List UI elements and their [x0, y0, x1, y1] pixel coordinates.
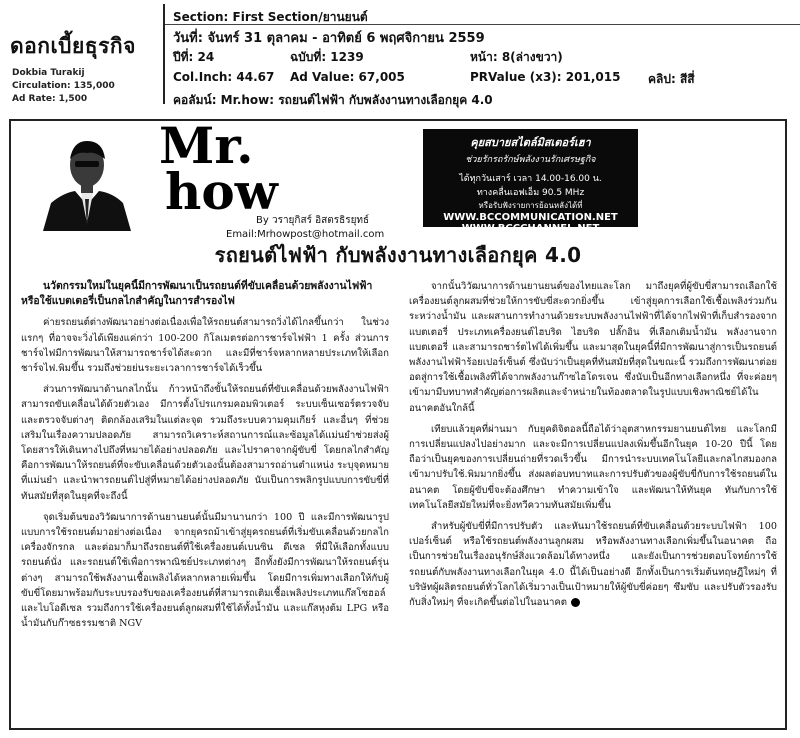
- article-paragraph: สำหรับผู้ขับขี่ที่มีการปรับตัว และหันมาใช้รถยนต์ที่ขับเคลื่อนด้วยระบบไฟฟ้า 100 เปอร์เซ็นต์ หรือใช้รถยนต์พลังงานลูกผสม หรือพลังงานทางเลือกเพิ่มขึ้นในอนาคต ถือเป็นการช่วยในเรื่องอนุรักษ์สิ่งแวดล้อมได้ทางหนึ่ง และยังเป็นการช่วยตอบโจทย์การใช้รถยนต์กับพลังงานทางเลือกในยุค 4.0 นี้ได้เป็นอย่างดี อีกทั้งเป็นการเริ่มต้นทฤษฎีใหม่ๆ ที่บริษัทผู้ผลิตรถยนต์ทั่วโลกได้เริ่มวางเป็นเป้าหมายให้ผู้ขับขี่ค่อยๆ ซึมซับ และปรับตัวรองรับกับสิ่งใหม่ๆ ที่จะเกิดขึ้นต่อไปในอนาคต: [409, 521, 777, 609]
- article-paragraph: เทียบแล้วยุคที่ผ่านมา กับยุคดิจิตอลนี้ถือได้ว่าอุตสาหกรรมยานยนต์ไทย และโลกมีการเปลี่ยนแปลงไปอย่างมาก และจะมีการเปลี่ยนแปลงเพิ่มขึ้นอีกในยุค 10-20 ปีนี้ โดยถือว่าเป็นยุคของการเปลี่ยนถ่ายที่รวดเร็วขึ้น มีการนำระบบเทคโนโลยีและกลไกสมองกลเข้ามาปรับใช้.พิมมากยิ่งขึ้น ส่งผลต่อบทบาทและการปรับตัวของผู้ขับขี่กับการใช้รถยนต์ในอนาคต โดยผู้ขับขี่จะต้องศึกษา ทำความเข้าใจ และพัฒนาให้ทันยุค ทันกับการใช้เทคโนโลยีสมัยใหม่ที่จะยิ่งทวีความทันสมัยเพิ่มขึ้น: [409, 423, 777, 511]
- promo-online: หรือรับฟังรายการย้อนหลังได้ที่: [478, 201, 583, 210]
- column-logo-how: how: [165, 162, 278, 221]
- col-inch-label: Col.Inch: 44.67: [173, 70, 275, 84]
- columnist-photo: [23, 131, 151, 231]
- ad-value-label: Ad Value: 67,005: [290, 70, 405, 84]
- publication-circulation: Circulation: 135,000: [12, 81, 115, 91]
- article-paragraph: จุดเริ่มต้นของวิวัฒนาการด้านยานยนต์นั้นมีมานานกว่า 100 ปี และมีการพัฒนารูปแบบการใช้รถยนต์มาอย่างต่อเนื่อง จากยุครถม้าเข้าสู่ยุครถยนต์ที่เริ่มขับเคลื่อนด้วยกลไกเครื่องจักรกล และต่อมาก็มาถึงรถยนต์ที่ใช้เครื่องยนต์เบนซิน ดีเซล ที่มีให้เลือกทั้งแบบรถยนต์นั่ง และรถยนต์ใช้เพื่อการพาณิชย์ประเภทต่างๆ อีกทั้งยังมีการพัฒนาให้รถยนต์รุ่นต่างๆ สามารถใช้พลังงานเชื้อเพลิงได้หลากหลายเพิ่มขึ้น โดยมีการเพิ่มทางเลือกให้กับผู้ขับขี่โดยมาพร้อมกับระบบรองรับของเครื่องยนต์ที่สามารถเติมเชื้อเพลิงประเภทแก๊สโซฮอล์ และไบโอดีเซล รวมถึงการใช้เครื่องยนต์ลูกผสมที่ใช้ได้ทั้งน้ำมัน และแก๊สหุงต้ม LPG หรือน้ำมันกับก๊าซธรรมชาติ NGV: [21, 511, 389, 630]
- promo-url-1: WWW.BCCOMMUNICATION.NET: [443, 212, 618, 223]
- column-logo-mr: Mr.: [159, 116, 254, 175]
- year-label: ปีที่: 24: [173, 50, 215, 64]
- date-label: วันที่: จันทร์ 31 ตุลาคม - อาทิตย์ 6 พฤศจิกายน 2559: [173, 31, 485, 46]
- article-headline: รถยนต์ไฟฟ้า กับพลังงานทางเลือกยุค 4.0: [214, 243, 582, 267]
- column-label: คอลัมน์: Mr.how: รถยนต์ไฟฟ้า กับพลังงานทางเลือกยุค 4.0: [173, 93, 493, 107]
- columnist-email: Email:Mrhowpost@hotmail.com: [226, 229, 385, 240]
- section-label: Section: First Section/ยานยนต์: [173, 10, 368, 24]
- article-column-right: [409, 279, 777, 724]
- header-divider: [163, 4, 165, 104]
- clipping-header: [0, 0, 800, 108]
- promo-schedule: ได้ทุกวันเสาร์ เวลา 14.00-16.00 น.: [459, 174, 602, 184]
- publication-bureau: Dokbia Turakij: [12, 68, 85, 78]
- pr-value-label: PRValue (x3): 201,015: [470, 70, 621, 84]
- radio-promo-box: [423, 129, 638, 234]
- article-paragraph: ส่วนการพัฒนาด้านกลไกนั้น ก้าวหน้าถึงขั้นให้รถยนต์ที่ขับเคลื่อนด้วยพลังงานไฟฟ้าสามารถขับเคลื่อนได้ด้วยตัวเอง มีการตั้งโปรแกรมคอมพิวเตอร์ ระบบเซ็นเซอร์ตรวจจับและตรวจจับต่างๆ ติดกล้องเสริมในแต่ละจุด รวมถึงระบบความคุมเกียร์ และอื่นๆ ที่ช่วยเสริมในเรื่องความปลอดภัย สามารถวิเคราะห์สถานการณ์และซ้อมูลได้แม่นยำช่วยส่งผู้โดยสารให้เดินทางไปถึงที่หมายได้อย่างปลอดภัย และไปราคาจากผู้ขับขี่ โดยกลไกสำคัญคือการพัฒนาให้รถยนต์ที่จะขับเคลื่อนด้วยตัวเองนั้นต้องสามารถอ่านตำแหน่ง ระบุจุดหมายที่แม่นยำ และนำพารถยนต์ไปสู่ที่หมายได้อย่างปลอดภัย นับเป็นการพลิกรูปแบบการขับขี่ที่ทันสมัยที่สุดในยุคที่จะถึงนี้: [21, 384, 389, 502]
- article-lead-paragraph: นวัตกรรมใหม่ในยุคนี้มีการพัฒนาเป็นรถยนต์ที่ขับเคลื่อนด้วยพลังงานไฟฟ้า หรือใช้แบตเตอรี่เป็นกลไกสำคัญในการสำรองไฟ: [21, 280, 373, 308]
- article-column-left: [21, 279, 389, 724]
- end-of-article-mark: [571, 598, 580, 607]
- page-label: หน้า: 8(ล่างขวา): [470, 50, 563, 64]
- clip-label: คลิป: สีสี่: [648, 72, 695, 86]
- article-clipping: [9, 116, 787, 730]
- promo-url-2: WWW.BCCCHANNEL.NET: [461, 223, 600, 234]
- publication-name: ดอกเบี้ยธุรกิจ: [10, 34, 136, 58]
- promo-title: คุยสบายสไตล์มิสเตอร์เฮา: [470, 136, 591, 149]
- publication-ad-rate: Ad Rate: 1,500: [12, 94, 88, 104]
- promo-subtitle: ช่วยรักรถรักษ์พลังงานรักเศรษฐกิจ: [465, 155, 596, 165]
- column-logo: [159, 116, 278, 221]
- issue-label: ฉบับที่: 1239: [290, 50, 364, 64]
- columnist-byline: By วรายุกิสร์ อิสตรธิรยุทธ์: [256, 215, 370, 226]
- header-rule: [165, 24, 800, 25]
- article-paragraph: จากนั้นวิวัฒนาการด้านยานยนต์ของไทยและโลก มาถึงยุคที่ผู้ขับขี่สามารถเลือกใช้เครื่องยนต์ลูกผสมที่ช่วยให้การขับขี่สะดวกยิ่งขึ้น เข้าสู่ยุคการเลือกใช้เชื้อเพลิงร่วมกันระหว่างน้ำมัน และผสานการทำงานด้วยระบบพลังงานไฟฟ้าที่ได้จากไฟฟ้าที่เก็บสำรองจากแบตเตอรี่ ประเภทเครื่องยนต์ไฮบริด ไฮบริด ปลั๊กอิน ที่เลือกเติมน้ำมัน พลังงานจากแบตเตอรี่ และสามารถชาร์ตไฟได้เพิ่มขึ้น และมาสุดในยุคนี้ที่มีการพัฒนาสู่การเป็นรถยนต์พลังงานไฟฟ้าร้อยเปอร์เซ็นต์ ซึ่งนับว่าเป็นยุคที่ทันสมัยที่สุดในขณะนี้ รวมถึงการพัฒนาต่อยอดสู่การใช้เชื้อเพลิงที่ได้จากพลังงานก๊าซไฮโดรเจน ซึ่งนับเป็นอีกทางเลือกหนึ่ง ที่จะค่อยๆ เข้ามามีบทบาทสำคัญต่อการผลิตและจำหน่ายในท้องตลาดในรูปแบบเชิงพาณิชย์ได้ในอนาคตอันใกล้นี้: [409, 281, 777, 414]
- promo-station: ทางคลื่นเอฟเอ็ม 90.5 MHz: [476, 188, 585, 198]
- article-paragraph: ค่ายรถยนต์ต่างพัฒนาอย่างต่อเนื่องเพื่อให้รถยนต์สามารถวิ่งได้ไกลขึ้นกว่า ในช่วงแรกๆ ที่อาจจะวิ่งได้เพียงแค่กว่า 100-200 กิโลเมตรต่อการชาร์จไฟฟ้า 1 ครั้ง ส่วนการชาร์จไฟมีการพัฒนาให้สามารถชาร์จได้สะดวก และมีที่ชาร์จหลากหลายประเภทให้เลือก ชาร์จไฟ.พิมขึ้น รวมถึงช่วยย่นระยะเวลาการชาร์จได้เร็วขึ้น: [21, 317, 389, 375]
